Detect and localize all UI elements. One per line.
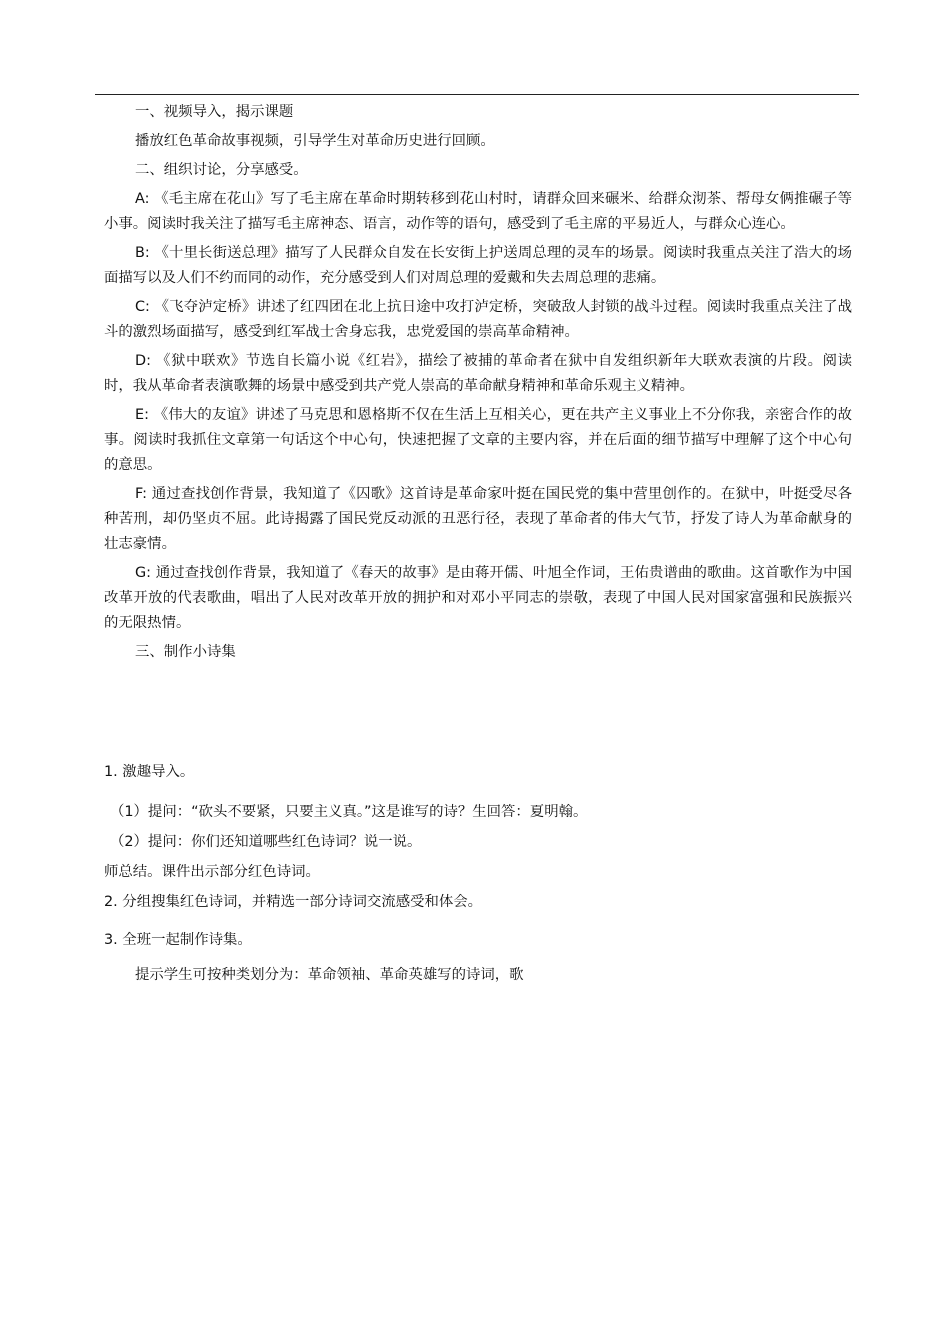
item-d xyxy=(104,349,852,399)
item-a-label: A: xyxy=(135,191,155,207)
item-g xyxy=(104,561,852,636)
section-3-title: 三、制作小诗集 xyxy=(135,644,236,660)
item-e xyxy=(104,403,852,478)
step-2: 2. 分组搜集红色诗词，并精选一部分诗词交流感受和体会。 xyxy=(104,894,483,910)
section-2-title: 二、组织讨论，分享感受。 xyxy=(135,162,308,178)
item-e-label: E: xyxy=(135,407,154,423)
step-1: 1. 激趣导入。 xyxy=(104,764,195,780)
item-f xyxy=(104,482,852,557)
item-g-label: G: xyxy=(135,565,156,581)
teacher-summary: 师总结。课件出示部分红色诗词。 xyxy=(104,864,320,880)
header-rule xyxy=(95,94,859,95)
question-2: （2）提问：你们还知道哪些红色诗词？说一说。 xyxy=(110,834,422,850)
item-f-label: F: xyxy=(135,486,152,502)
tip-text: 提示学生可按种类划分为：革命领袖、革命英雄写的诗词，歌 xyxy=(135,967,524,983)
item-d-label: D: xyxy=(135,353,157,369)
item-a xyxy=(104,187,852,237)
item-f-text: 通过查找创作背景，我知道了《囚歌》这首诗是革命家叶挺在国民党的集中营里创作的。在狱中，叶挺受尽各种苦刑，却仍坚贞不屈。此诗揭露了国民党反动派的丑恶行径，表现了革命者的伟大气节，抒发了诗人为革命献身的壮志豪情。 xyxy=(104,486,852,552)
item-c xyxy=(104,295,852,345)
question-1: （1）提问：“砍头不要紧，只要主义真。”这是谁写的诗？生回答：夏明翰。 xyxy=(110,804,588,820)
section-1-body: 播放红色革命故事视频，引导学生对革命历史进行回顾。 xyxy=(135,133,495,149)
item-g-text: 通过查找创作背景，我知道了《春天的故事》是由蒋开儒、叶旭全作词，王佑贵谱曲的歌曲。这首歌作为中国改革开放的代表歌曲，唱出了人民对改革开放的拥护和对邓小平同志的崇敬，表现了中国人民对国家富强和民族振兴的无限热情。 xyxy=(104,565,852,631)
document-body xyxy=(104,100,852,669)
item-b-text: 《十里长街送总理》描写了人民群众自发在长安街上护送周总理的灵车的场景。阅读时我重点关注了浩大的场面描写以及人们不约而同的动作，充分感受到人们对周总理的爱戴和失去周总理的悲痛。 xyxy=(104,245,852,286)
item-b xyxy=(104,241,852,291)
item-c-label: C: xyxy=(135,299,155,315)
item-d-text: 《狱中联欢》节选自长篇小说《红岩》，描绘了被捕的革命者在狱中自发组织新年大联欢表演的片段。阅读时，我从革命者表演歌舞的场景中感受到共产党人崇高的革命献身精神和革命乐观主义精神。 xyxy=(104,353,852,394)
item-a-text: 《毛主席在花山》写了毛主席在革命时期转移到花山村时，请群众回来碾米、给群众沏茶、帮母女俩推碾子等小事。阅读时我关注了描写毛主席神态、语言，动作等的语句，感受到了毛主席的平易近人，与群众心连心。 xyxy=(104,191,852,232)
item-e-text: 《伟大的友谊》讲述了马克思和恩格斯不仅在生活上互相关心，更在共产主义事业上不分你我，亲密合作的故事。阅读时我抓住文章第一句话这个中心句，快速把握了文章的主要内容，并在后面的细节描写中理解了这个中心句的意思。 xyxy=(104,407,852,473)
item-b-label: B: xyxy=(135,245,155,261)
item-c-text: 《飞夺泸定桥》讲述了红四团在北上抗日途中攻打泸定桥，突破敌人封锁的战斗过程。阅读时我重点关注了战斗的激烈场面描写，感受到红军战士舍身忘我，忠党爱国的崇高革命精神。 xyxy=(104,299,852,340)
step-3: 3. 全班一起制作诗集。 xyxy=(104,932,252,948)
section-1-title: 一、视频导入，揭示课题 xyxy=(135,104,294,120)
